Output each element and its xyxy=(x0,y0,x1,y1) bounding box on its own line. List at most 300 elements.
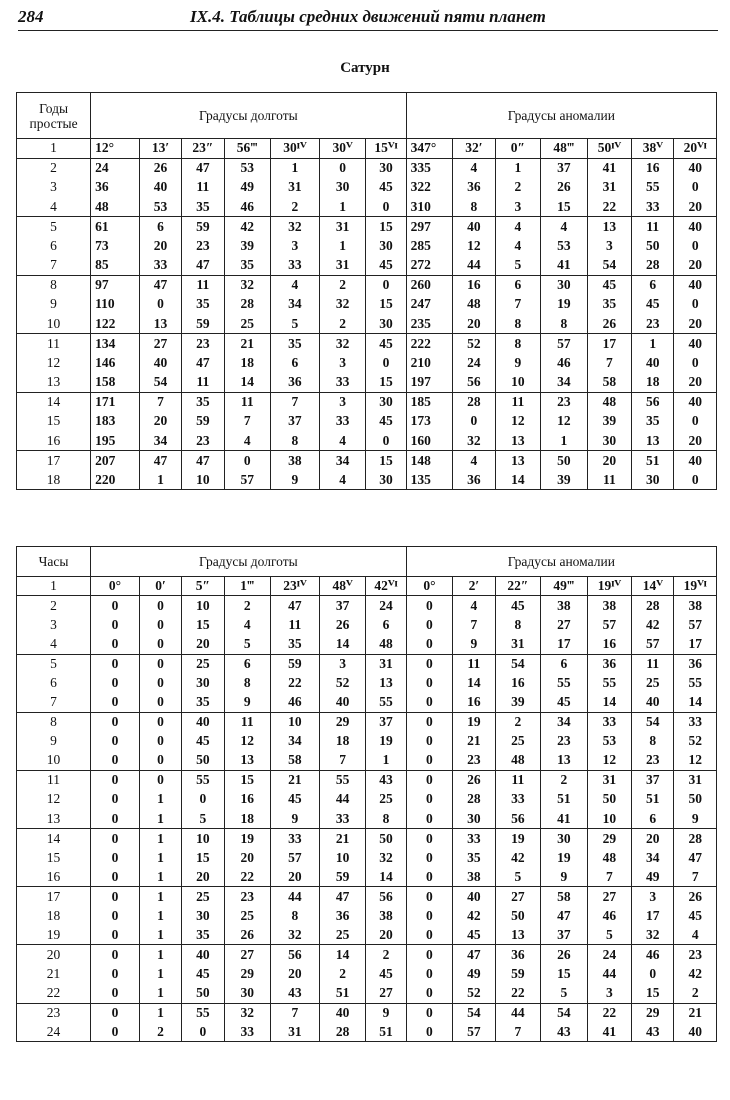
hours-cell: 54 xyxy=(453,1003,495,1022)
hours-cell: 56 xyxy=(495,809,541,828)
hours-cell: 23 xyxy=(224,887,271,906)
hours-row-label: 16 xyxy=(17,867,91,886)
years-cell: 8 xyxy=(495,314,541,334)
years-cell: 3 xyxy=(319,353,366,373)
years-cell: 23 xyxy=(632,314,674,334)
hours-cell: 51 xyxy=(366,1022,406,1041)
hours-cell: 4 xyxy=(224,615,271,634)
hours-cell: 32 xyxy=(366,848,406,867)
hours-cell: 15 xyxy=(224,770,271,789)
years-cell: 11 xyxy=(182,275,224,295)
years-row-label: 8 xyxy=(17,275,91,295)
years-cell: 45 xyxy=(587,275,631,295)
hours-cell: 48 xyxy=(587,848,631,867)
hours-cell: 35 xyxy=(182,926,224,945)
hours-cell: 16 xyxy=(224,790,271,809)
hours-cell: 31 xyxy=(271,1022,320,1041)
years-cell: 37 xyxy=(271,412,320,432)
hours-cell: 38 xyxy=(541,596,588,615)
hours-cell: 15 xyxy=(182,848,224,867)
hours-cell: 25 xyxy=(632,673,674,692)
years-cell: 4 xyxy=(453,158,495,178)
hours-cell: 36 xyxy=(587,654,631,673)
hours-cell: 6 xyxy=(541,654,588,673)
hours-cell: 58 xyxy=(541,887,588,906)
hours-cell: 22 xyxy=(271,673,320,692)
years-cell: 4 xyxy=(224,431,271,451)
hours-cell: 0 xyxy=(406,964,453,983)
years-cell: 197 xyxy=(406,373,453,393)
years-cell: 3 xyxy=(271,236,320,256)
hours-cell: 33 xyxy=(587,712,631,731)
years-longitude-header: Градусы долготы xyxy=(91,93,407,139)
hours-cell: 48 xyxy=(366,635,406,654)
years-cell: 26 xyxy=(587,314,631,334)
years-cell: 23 xyxy=(182,236,224,256)
hours-cell: 0 xyxy=(182,790,224,809)
years-cell: 97 xyxy=(91,275,140,295)
hours-cell: 1 xyxy=(139,984,181,1003)
years-cell: 11 xyxy=(632,217,674,237)
hours-cell: 9 xyxy=(541,867,588,886)
years-anomaly-header: Градусы аномалии xyxy=(406,93,716,139)
hours-cell: 0 xyxy=(139,596,181,615)
hours-cell: 1 xyxy=(139,790,181,809)
hours-cell: 15 xyxy=(182,615,224,634)
hours-cell: 0 xyxy=(91,790,140,809)
years-cell: 322 xyxy=(406,178,453,198)
hours-cell: 0° xyxy=(406,577,453,596)
years-cell: 51 xyxy=(632,451,674,471)
hours-table-row xyxy=(17,635,717,654)
years-cell: 0 xyxy=(674,353,717,373)
hours-cell: 1 xyxy=(139,926,181,945)
hours-cell: 33 xyxy=(319,809,366,828)
years-cell: 24 xyxy=(91,158,140,178)
hours-cell: 40 xyxy=(453,887,495,906)
years-table-row xyxy=(17,236,717,256)
hours-table-row xyxy=(17,577,717,596)
hours-cell: 27 xyxy=(495,887,541,906)
hours-cell: 31 xyxy=(674,770,717,789)
hours-cell: 34 xyxy=(541,712,588,731)
years-cell: 20 xyxy=(139,236,181,256)
hours-cell: 7 xyxy=(271,1003,320,1022)
hours-cell: 59 xyxy=(495,964,541,983)
hours-cell: 38 xyxy=(674,596,717,615)
saturn-years-table xyxy=(16,92,717,490)
years-cell: 30 xyxy=(366,158,406,178)
years-cell: 11 xyxy=(587,470,631,490)
years-cell: 18 xyxy=(632,373,674,393)
years-cell: 50 xyxy=(632,236,674,256)
hours-cell: 55 xyxy=(182,770,224,789)
hours-cell: 54 xyxy=(495,654,541,673)
hours-cell: 31 xyxy=(495,635,541,654)
hours-cell: 1 xyxy=(139,809,181,828)
years-cell: 0 xyxy=(453,412,495,432)
hours-row-label: 11 xyxy=(17,770,91,789)
hours-cell: 19ᴵⱽ xyxy=(587,577,631,596)
hours-cell: 10 xyxy=(182,596,224,615)
hours-cell: 1 xyxy=(366,751,406,770)
hours-cell: 34 xyxy=(632,848,674,867)
hours-cell: 0 xyxy=(406,712,453,731)
years-cell: 22 xyxy=(587,197,631,217)
hours-table-row xyxy=(17,693,717,712)
hours-cell: 19 xyxy=(366,732,406,751)
years-cell: 30 xyxy=(366,392,406,412)
hours-row-label: 12 xyxy=(17,790,91,809)
hours-cell: 47 xyxy=(271,596,320,615)
hours-cell: 0 xyxy=(139,635,181,654)
hours-table-row xyxy=(17,790,717,809)
years-cell: 32 xyxy=(224,275,271,295)
years-cell: 47 xyxy=(182,256,224,276)
hours-cell: 2 xyxy=(495,712,541,731)
hours-cell: 14 xyxy=(319,635,366,654)
years-cell: 54 xyxy=(587,256,631,276)
hours-table-row xyxy=(17,906,717,925)
hours-cell: 40 xyxy=(182,712,224,731)
years-cell: 4 xyxy=(495,217,541,237)
years-cell: 0″ xyxy=(495,139,541,159)
hours-table-row xyxy=(17,809,717,828)
hours-cell: 25 xyxy=(182,654,224,673)
hours-cell: 1 xyxy=(139,867,181,886)
years-cell: 0 xyxy=(319,158,366,178)
hours-cell: 29 xyxy=(587,829,631,848)
hours-cell: 55 xyxy=(366,693,406,712)
years-cell: 11 xyxy=(182,373,224,393)
hours-cell: 0 xyxy=(406,635,453,654)
hours-cell: 51 xyxy=(319,984,366,1003)
hours-cell: 21 xyxy=(453,732,495,751)
hours-table-row xyxy=(17,712,717,731)
table-title: Сатурн xyxy=(340,60,390,76)
hours-cell: 5″ xyxy=(182,577,224,596)
years-cell: 57 xyxy=(224,470,271,490)
hours-cell: 0 xyxy=(406,1022,453,1041)
years-cell: 4 xyxy=(453,451,495,471)
hours-table-row xyxy=(17,964,717,983)
years-cell: 0 xyxy=(674,470,717,490)
years-table-row xyxy=(17,431,717,451)
years-cell: 47 xyxy=(139,451,181,471)
hours-cell: 25 xyxy=(319,926,366,945)
hours-cell: 0 xyxy=(139,770,181,789)
hours-cell: 21 xyxy=(674,1003,717,1022)
years-cell: 33 xyxy=(319,412,366,432)
hours-cell: 42 xyxy=(674,964,717,983)
hours-cell: 10 xyxy=(587,809,631,828)
hours-cell: 47 xyxy=(453,945,495,964)
hours-cell: 10 xyxy=(182,829,224,848)
years-cell: 10 xyxy=(495,373,541,393)
years-cell: 247 xyxy=(406,295,453,315)
years-cell: 183 xyxy=(91,412,140,432)
hours-cell: 51 xyxy=(632,790,674,809)
hours-cell: 0 xyxy=(632,964,674,983)
hours-cell: 7 xyxy=(495,1022,541,1041)
years-cell: 47 xyxy=(182,451,224,471)
years-table-body xyxy=(17,139,717,490)
hours-cell: 30 xyxy=(453,809,495,828)
hours-cell: 16 xyxy=(453,693,495,712)
hours-cell: 45 xyxy=(495,596,541,615)
years-cell: 297 xyxy=(406,217,453,237)
years-cell: 13′ xyxy=(139,139,181,159)
years-cell: 44 xyxy=(453,256,495,276)
hours-cell: 42ⱽᴵ xyxy=(366,577,406,596)
hours-row-label: 7 xyxy=(17,693,91,712)
hours-cell: 49‴ xyxy=(541,577,588,596)
hours-cell: 46 xyxy=(632,945,674,964)
hours-cell: 0 xyxy=(91,829,140,848)
hours-cell: 0 xyxy=(91,654,140,673)
hours-cell: 28 xyxy=(674,829,717,848)
hours-cell: 19 xyxy=(541,848,588,867)
hours-cell: 37 xyxy=(366,712,406,731)
years-cell: 12 xyxy=(495,412,541,432)
hours-row-label: 20 xyxy=(17,945,91,964)
years-cell: 9 xyxy=(271,470,320,490)
hours-cell: 26 xyxy=(541,945,588,964)
hours-row-label: 15 xyxy=(17,848,91,867)
hours-cell: 47 xyxy=(674,848,717,867)
hours-cell: 13 xyxy=(495,926,541,945)
years-cell: 13 xyxy=(495,431,541,451)
hours-cell: 52 xyxy=(453,984,495,1003)
years-cell: 35 xyxy=(182,295,224,315)
years-cell: 48‴ xyxy=(541,139,588,159)
hours-cell: 23 xyxy=(674,945,717,964)
years-row-label: 5 xyxy=(17,217,91,237)
hours-table-row xyxy=(17,1022,717,1041)
years-cell: 30ⱽ xyxy=(319,139,366,159)
hours-row-label: 13 xyxy=(17,809,91,828)
hours-cell: 55 xyxy=(182,1003,224,1022)
years-cell: 21 xyxy=(224,334,271,354)
years-cell: 110 xyxy=(91,295,140,315)
hours-cell: 22 xyxy=(224,867,271,886)
hours-row-label: 23 xyxy=(17,1003,91,1022)
years-cell: 38ⱽ xyxy=(632,139,674,159)
hours-cell: 14 xyxy=(453,673,495,692)
years-cell: 272 xyxy=(406,256,453,276)
years-cell: 36 xyxy=(91,178,140,198)
years-cell: 10 xyxy=(182,470,224,490)
hours-cell: 46 xyxy=(271,693,320,712)
years-row-label: 16 xyxy=(17,431,91,451)
years-cell: 45 xyxy=(366,412,406,432)
hours-cell: 25 xyxy=(182,887,224,906)
hours-table-row xyxy=(17,770,717,789)
years-cell: 185 xyxy=(406,392,453,412)
hours-cell: 48 xyxy=(495,751,541,770)
hours-cell: 14 xyxy=(674,693,717,712)
hours-cell: 50 xyxy=(587,790,631,809)
hours-cell: 7 xyxy=(674,867,717,886)
hours-cell: 13 xyxy=(541,751,588,770)
hours-cell: 0 xyxy=(91,732,140,751)
hours-cell: 0 xyxy=(91,712,140,731)
hours-cell: 6 xyxy=(224,654,271,673)
hours-cell: 0 xyxy=(91,635,140,654)
hours-cell: 20 xyxy=(271,964,320,983)
years-cell: 220 xyxy=(91,470,140,490)
hours-cell: 3 xyxy=(632,887,674,906)
years-cell: 25 xyxy=(224,314,271,334)
years-cell: 39 xyxy=(224,236,271,256)
hours-cell: 0 xyxy=(406,732,453,751)
hours-cell: 17 xyxy=(674,635,717,654)
years-cell: 5 xyxy=(495,256,541,276)
hours-cell: 31 xyxy=(366,654,406,673)
hours-table-row xyxy=(17,1003,717,1022)
years-cell: 34 xyxy=(319,451,366,471)
years-cell: 15 xyxy=(541,197,588,217)
hours-cell: 0 xyxy=(139,615,181,634)
hours-cell: 8 xyxy=(495,615,541,634)
hours-cell: 38 xyxy=(587,596,631,615)
years-cell: 41 xyxy=(587,158,631,178)
hours-table-row xyxy=(17,984,717,1003)
hours-anomaly-header: Градусы аномалии xyxy=(406,547,716,577)
years-cell: 32′ xyxy=(453,139,495,159)
hours-cell: 0 xyxy=(406,615,453,634)
hours-row-header: Часы xyxy=(17,547,91,577)
hours-cell: 0 xyxy=(406,770,453,789)
years-cell: 6 xyxy=(495,275,541,295)
hours-cell: 52 xyxy=(674,732,717,751)
hours-table-row xyxy=(17,751,717,770)
years-cell: 8 xyxy=(495,334,541,354)
hours-table-row xyxy=(17,848,717,867)
years-cell: 33 xyxy=(271,256,320,276)
hours-cell: 50 xyxy=(182,751,224,770)
years-table-row xyxy=(17,139,717,159)
hours-cell: 55 xyxy=(587,673,631,692)
hours-cell: 20 xyxy=(182,635,224,654)
hours-cell: 0 xyxy=(91,984,140,1003)
years-table-row xyxy=(17,314,717,334)
years-cell: 15ⱽᴵ xyxy=(366,139,406,159)
hours-cell: 50 xyxy=(366,829,406,848)
hours-cell: 0 xyxy=(91,906,140,925)
hours-cell: 26 xyxy=(224,926,271,945)
years-cell: 40 xyxy=(139,353,181,373)
years-cell: 31 xyxy=(271,178,320,198)
hours-cell: 2 xyxy=(319,964,366,983)
years-cell: 207 xyxy=(91,451,140,471)
hours-cell: 44 xyxy=(587,964,631,983)
years-cell: 23 xyxy=(182,334,224,354)
years-cell: 20 xyxy=(674,314,717,334)
hours-cell: 36 xyxy=(674,654,717,673)
years-cell: 8 xyxy=(453,197,495,217)
years-table-row xyxy=(17,197,717,217)
hours-cell: 57 xyxy=(453,1022,495,1041)
hours-cell: 7 xyxy=(453,615,495,634)
years-cell: 35 xyxy=(587,295,631,315)
years-cell: 24 xyxy=(453,353,495,373)
hours-cell: 19 xyxy=(495,829,541,848)
hours-cell: 25 xyxy=(224,906,271,925)
years-cell: 0 xyxy=(366,431,406,451)
hours-cell: 15 xyxy=(632,984,674,1003)
years-cell: 46 xyxy=(541,353,588,373)
hours-cell: 33 xyxy=(495,790,541,809)
years-cell: 40 xyxy=(674,392,717,412)
years-cell: 20 xyxy=(139,412,181,432)
hours-cell: 0 xyxy=(91,964,140,983)
years-cell: 20ⱽᴵ xyxy=(674,139,717,159)
hours-cell: 0 xyxy=(406,809,453,828)
hours-cell: 17 xyxy=(632,906,674,925)
years-cell: 4 xyxy=(319,470,366,490)
years-cell: 45 xyxy=(366,178,406,198)
hours-cell: 57 xyxy=(271,848,320,867)
years-cell: 15 xyxy=(366,295,406,315)
hours-cell: 4 xyxy=(453,596,495,615)
hours-cell: 48ⱽ xyxy=(319,577,366,596)
years-cell: 16 xyxy=(632,158,674,178)
years-cell: 18 xyxy=(224,353,271,373)
hours-cell: 10 xyxy=(319,848,366,867)
hours-cell: 11 xyxy=(224,712,271,731)
years-cell: 47 xyxy=(182,353,224,373)
years-cell: 30ᴵⱽ xyxy=(271,139,320,159)
years-cell: 134 xyxy=(91,334,140,354)
years-cell: 11 xyxy=(182,178,224,198)
hours-cell: 6 xyxy=(632,809,674,828)
years-cell: 1 xyxy=(139,470,181,490)
years-cell: 45 xyxy=(632,295,674,315)
years-cell: 171 xyxy=(91,392,140,412)
years-cell: 195 xyxy=(91,431,140,451)
years-cell: 59 xyxy=(182,217,224,237)
hours-table-row xyxy=(17,596,717,615)
years-cell: 37 xyxy=(541,158,588,178)
hours-cell: 28 xyxy=(632,596,674,615)
running-title: IX.4. Таблицы средних движений пяти планет xyxy=(190,7,546,26)
years-cell: 39 xyxy=(541,470,588,490)
years-cell: 2 xyxy=(495,178,541,198)
hours-cell: 55 xyxy=(319,770,366,789)
hours-cell: 0 xyxy=(91,809,140,828)
years-cell: 17 xyxy=(587,334,631,354)
years-cell: 14 xyxy=(495,470,541,490)
years-cell: 40 xyxy=(674,158,717,178)
years-table-row xyxy=(17,451,717,471)
hours-cell: 16 xyxy=(495,673,541,692)
years-cell: 0 xyxy=(139,295,181,315)
years-table-row xyxy=(17,275,717,295)
hours-cell: 22 xyxy=(495,984,541,1003)
years-cell: 15 xyxy=(366,451,406,471)
hours-cell: 27 xyxy=(366,984,406,1003)
years-cell: 148 xyxy=(406,451,453,471)
years-cell: 0 xyxy=(674,178,717,198)
hours-cell: 28 xyxy=(319,1022,366,1041)
years-table-row xyxy=(17,217,717,237)
years-cell: 34 xyxy=(139,431,181,451)
hours-cell: 51 xyxy=(541,790,588,809)
years-cell: 47 xyxy=(139,275,181,295)
years-row-label: 3 xyxy=(17,178,91,198)
years-cell: 34 xyxy=(271,295,320,315)
